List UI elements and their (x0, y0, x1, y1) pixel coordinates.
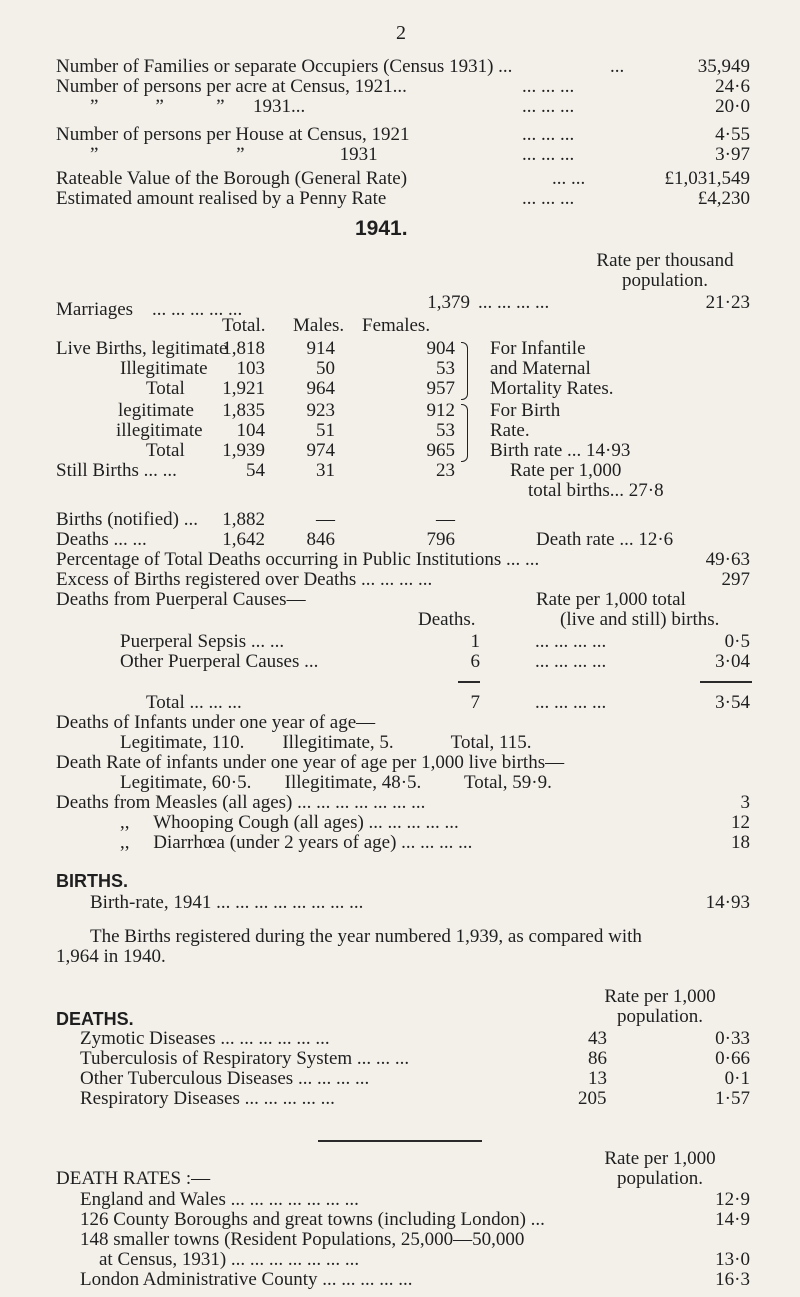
table-row-label: Other Tuberculous Diseases ... ... ... ... (80, 1068, 370, 1089)
infants-heading: Deaths of Infants under one year of age— (56, 712, 376, 733)
intro-label: Estimated amount realised by a Penny Rate (56, 188, 387, 209)
births-notified-males: — (316, 509, 335, 530)
intro-value: £1,031,549 (664, 168, 750, 189)
intro-dots: ... ... ... (522, 76, 575, 97)
marriages-label: Marriages (56, 299, 134, 320)
pct-public-value: 49·63 (705, 549, 750, 570)
births-paragraph: 1,964 in 1940. (56, 946, 166, 967)
table-cell-rate: 1·57 (715, 1088, 750, 1109)
table-cell-number: 205 (578, 1088, 607, 1109)
intro-dots: ... ... ... (522, 124, 575, 145)
table-cell-number: 43 (588, 1028, 607, 1049)
intro-value: 24·6 (715, 76, 750, 97)
table-row-label: at Census, 1931) ... ... ... ... ... ... ... (80, 1249, 360, 1270)
deaths-note: Death rate ... 12·6 (536, 529, 674, 550)
marriages-value: 1,379 (427, 292, 470, 313)
table-row-label: Total (146, 378, 185, 399)
intro-label: Rateable Value of the Borough (General Rate) (56, 168, 408, 189)
table-row-label: Live Births, legitimate (56, 338, 228, 359)
excess-value: 297 (721, 569, 750, 590)
col-header-males: Males. (293, 315, 345, 336)
table-row-label: 126 County Boroughs and great towns (including London) ... (80, 1209, 545, 1230)
table-row-label: illegitimate (116, 420, 203, 441)
infants-rate-line: Legitimate, 60·5. Illegitimate, 48·5. Total, 59·9. (120, 772, 552, 793)
intro-dots: ... (610, 56, 625, 77)
intro-label: Number of persons per acre at Census, 1921... (56, 76, 407, 97)
note-line: total births... 27·8 (528, 480, 664, 501)
deaths-males: 846 (306, 529, 335, 550)
table-cell-females: 912 (426, 400, 455, 421)
table-row-label: 148 smaller towns (Resident Populations, 25,000—50,000 (80, 1229, 525, 1250)
disease-deaths-label: ,, Diarrhœa (under 2 years of age) ... ... ... ... (120, 832, 473, 853)
puerperal-rate-header: (live and still) births. (560, 609, 720, 630)
puerperal-row-label: Other Puerperal Causes ... (120, 651, 319, 672)
table-cell-rate: 0·33 (715, 1028, 750, 1049)
puerperal-row-label: Puerperal Sepsis ... ... (120, 631, 285, 652)
marriages-rate: 21·23 (705, 292, 750, 313)
deaths-label: Deaths ... ... (56, 529, 147, 550)
births-heading: BIRTHS. (56, 871, 128, 891)
marriages-dots: ... ... ... ... ... (152, 299, 243, 320)
brace (461, 342, 468, 400)
deaths-rate-header: population. (616, 1006, 704, 1027)
note-line: Birth rate ... 14·93 (490, 440, 631, 461)
divider (700, 681, 752, 683)
puerperal-row-rate: 0·5 (724, 631, 750, 652)
intro-dots: ... ... (552, 168, 586, 189)
note-line: and Maternal (490, 358, 591, 379)
deaths-heading: DEATHS. (56, 1009, 134, 1029)
infants-line: Legitimate, 110. Illegitimate, 5. Total, 115. (120, 732, 532, 753)
table-cell-males: 51 (316, 420, 335, 441)
brace (461, 404, 468, 462)
note-line: Rate. (490, 420, 530, 441)
table-cell-males: 923 (306, 400, 335, 421)
births-notified-females: — (436, 509, 455, 530)
table-row-label: Illegitimate (120, 358, 208, 379)
deaths-rate-header: Rate per 1,000 (604, 986, 716, 1007)
rate-header-line: population. (621, 270, 709, 291)
page-number: 2 (396, 22, 406, 44)
table-cell-rate: 0·1 (724, 1068, 750, 1089)
table-cell-females: 965 (426, 440, 455, 461)
table-cell-rate: 12·9 (715, 1189, 750, 1210)
col-header-females: Females. (362, 315, 431, 336)
table-cell-females: 53 (436, 420, 455, 441)
pct-public-label: Percentage of Total Deaths occurring in Public Institutions ... ... (56, 549, 540, 570)
deaths-total: 1,642 (222, 529, 265, 550)
puerperal-total-dots: ... ... ... ... (535, 692, 607, 713)
disease-deaths-value: 12 (731, 812, 750, 833)
marriages-dots: ... ... ... ... (478, 292, 550, 313)
table-cell-total: 54 (246, 460, 265, 481)
table-cell-total: 1,939 (222, 440, 265, 461)
table-row-label: Zymotic Diseases ... ... ... ... ... ... (80, 1028, 330, 1049)
table-cell-rate: 0·66 (715, 1048, 750, 1069)
table-cell-males: 31 (316, 460, 335, 481)
death-rates-heading: DEATH RATES :— (56, 1168, 211, 1189)
table-row-label: England and Wales ... ... ... ... ... ... ... (80, 1189, 359, 1210)
intro-label: ” ” 1931 (90, 144, 378, 165)
table-row-label: London Administrative County ... ... ... ... ... (80, 1269, 413, 1290)
table-cell-total: 104 (236, 420, 265, 441)
divider (458, 681, 480, 683)
table-cell-number: 13 (588, 1068, 607, 1089)
table-cell-rate: 13·0 (715, 1249, 750, 1270)
births-paragraph: The Births registered during the year numbered 1,939, as compared with (90, 926, 642, 947)
table-row-label: Tuberculosis of Respiratory System ... ... ... (80, 1048, 410, 1069)
note-line: Rate per 1,000 (510, 460, 622, 481)
infants-rate-heading: Death Rate of infants under one year of age per 1,000 live births— (56, 752, 565, 773)
puerperal-row-dots: ... ... ... ... (535, 631, 607, 652)
deaths-females: 796 (426, 529, 455, 550)
table-cell-females: 957 (426, 378, 455, 399)
table-cell-total: 1,835 (222, 400, 265, 421)
table-cell-females: 53 (436, 358, 455, 379)
births-notified-total: 1,882 (222, 509, 265, 530)
rate-header-line: Rate per thousand (596, 250, 734, 271)
intro-dots: ... ... ... (522, 96, 575, 117)
table-cell-total: 1,818 (222, 338, 265, 359)
year-heading: 1941. (355, 217, 408, 240)
puerperal-label: Deaths from Puerperal Causes— (56, 589, 306, 610)
births-notified-label: Births (notified) ... (56, 509, 198, 530)
puerperal-row-deaths: 6 (470, 651, 480, 672)
table-cell-males: 974 (306, 440, 335, 461)
table-cell-females: 23 (436, 460, 455, 481)
col-header-total: Total. (222, 315, 266, 336)
table-row-label: Still Births ... ... (56, 460, 177, 481)
table-cell-males: 914 (306, 338, 335, 359)
note-line: Mortality Rates. (490, 378, 614, 399)
table-cell-rate: 16·3 (715, 1269, 750, 1290)
intro-dots: ... ... ... (522, 144, 575, 165)
birth-rate-value: 14·93 (705, 892, 750, 913)
puerperal-row-dots: ... ... ... ... (535, 651, 607, 672)
table-cell-total: 103 (236, 358, 265, 379)
table-cell-females: 904 (426, 338, 455, 359)
table-row-label: legitimate (118, 400, 194, 421)
table-row-label: Respiratory Diseases ... ... ... ... ... (80, 1088, 335, 1109)
puerperal-row-deaths: 1 (470, 631, 480, 652)
intro-value: £4,230 (697, 188, 750, 209)
birth-rate-label: Birth-rate, 1941 ... ... ... ... ... ... ... ... (90, 892, 364, 913)
disease-deaths-label: Deaths from Measles (all ages) ... ... ... ... ... ... ... (56, 792, 426, 813)
intro-value: 35,949 (697, 56, 750, 77)
table-cell-males: 50 (316, 358, 335, 379)
table-cell-rate: 14·9 (715, 1209, 750, 1230)
disease-deaths-value: 18 (731, 832, 750, 853)
puerperal-total-deaths: 7 (470, 692, 480, 713)
table-row-label: Total (146, 440, 185, 461)
puerperal-total-label: Total ... ... ... (146, 692, 242, 713)
table-cell-number: 86 (588, 1048, 607, 1069)
intro-dots: ... ... ... (522, 188, 575, 209)
table-cell-total: 1,921 (222, 378, 265, 399)
note-line: For Birth (490, 400, 561, 421)
puerperal-row-rate: 3·04 (715, 651, 750, 672)
death-rates-header: Rate per 1,000 (604, 1148, 716, 1169)
disease-deaths-value: 3 (740, 792, 750, 813)
puerperal-rate-header: Rate per 1,000 total (536, 589, 686, 610)
disease-deaths-label: ,, Whooping Cough (all ages) ... ... ... ... ... (120, 812, 459, 833)
intro-value: 20·0 (715, 96, 750, 117)
puerperal-deaths-header: Deaths. (418, 609, 476, 630)
note-line: For Infantile (490, 338, 586, 359)
death-rates-header: population. (616, 1168, 704, 1189)
table-cell-males: 964 (306, 378, 335, 399)
intro-label: Number of Families or separate Occupiers (Census 1931) ... (56, 56, 513, 77)
excess-label: Excess of Births registered over Deaths ... ... ... ... (56, 569, 433, 590)
intro-value: 3·97 (715, 144, 750, 165)
puerperal-total-rate: 3·54 (715, 692, 750, 713)
intro-value: 4·55 (715, 124, 750, 145)
intro-label: Number of persons per House at Census, 1921 (56, 124, 410, 145)
section-divider (318, 1140, 482, 1142)
intro-label: ” ” ” 1931... (90, 96, 306, 117)
